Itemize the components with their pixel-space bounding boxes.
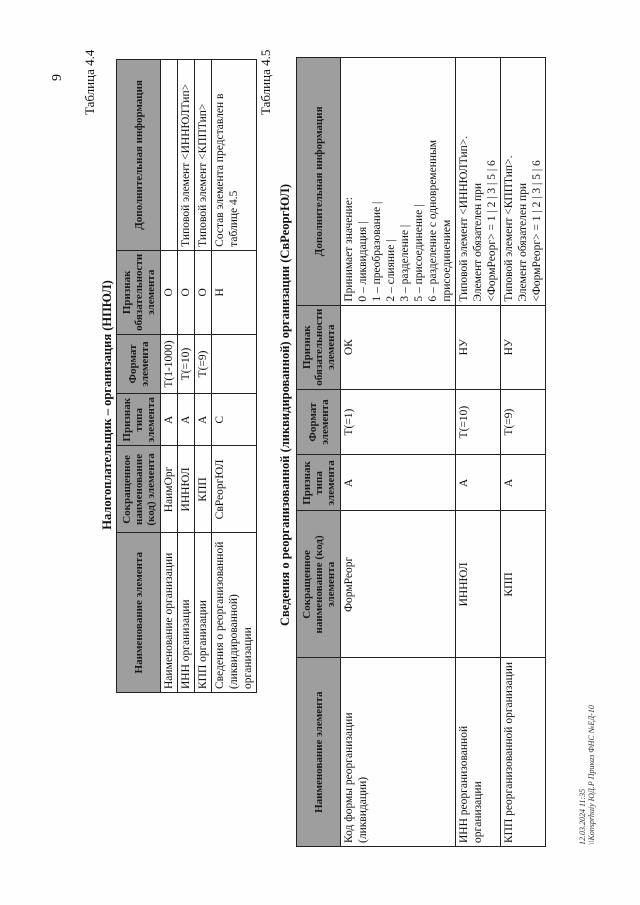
cell-format: T(=9) [501, 389, 546, 455]
cell-format [212, 334, 257, 393]
cell-name: Наименование организации [161, 533, 178, 693]
cell-info [456, 58, 501, 306]
table-4-4 [116, 59, 257, 693]
table-row [178, 60, 195, 693]
info-line: <ФормРеорг> = 1 | 2 | 3 | 5 | 6 [486, 160, 498, 302]
info-line: 1 – преобразование | [371, 201, 383, 302]
cell-code: КПП [195, 446, 212, 533]
header-name: Наименование элемента [117, 533, 161, 693]
table-row [195, 60, 212, 693]
header-type: Признак типа элемента [297, 455, 341, 511]
cell-format: T(=10) [456, 389, 501, 455]
cell-required: ОК [341, 305, 456, 389]
header-required: Признак обязательности элемента [297, 305, 341, 389]
cell-info: Типовой элемент <ИННЮЛТип> [178, 60, 195, 251]
page-number: 9 [50, 74, 65, 81]
table-row [161, 60, 178, 693]
table-row [212, 60, 257, 693]
cell-required: О [161, 250, 178, 334]
header-code: Сокращенное наименование (код) элемента [117, 446, 161, 533]
table-row [456, 58, 501, 847]
cell-code: ФормРеорг [341, 511, 456, 658]
cell-name: ИНН реорганизованной организации [456, 658, 501, 847]
print-footer [578, 705, 596, 845]
cell-type: А [456, 455, 501, 511]
cell-name: ИНН организации [178, 533, 195, 693]
table-header-row [297, 58, 341, 847]
info-line: Принимает значение: [343, 196, 355, 302]
cell-type: А [161, 394, 178, 446]
info-line: Типовой элемент <ИННЮЛТип>. [458, 135, 470, 302]
cell-code: НаимОрг [161, 446, 178, 533]
table-4-5 [296, 57, 546, 847]
cell-info [341, 58, 456, 306]
table-4-5-title: Сведения о реорганизованной (ликвидированной) организации (СвРеоргЮЛ) [278, 184, 292, 626]
info-line: 6 – разделение с одновременным присоединением [427, 139, 453, 302]
cell-code: ИННЮЛ [456, 511, 501, 658]
cell-required: Н [212, 250, 257, 334]
info-line: Элемент обязателен при [472, 182, 484, 302]
cell-name: КПП реорганизованной организации [501, 658, 546, 847]
header-type: Признак типа элемента [117, 394, 161, 446]
header-info: Дополнительная информация [297, 58, 341, 306]
cell-code: ИННЮЛ [178, 446, 195, 533]
footer-timestamp: 12.03.2024 11:35 [578, 788, 587, 845]
cell-required: НУ [501, 305, 546, 389]
cell-required: НУ [456, 305, 501, 389]
info-line: Элемент обязателен при [517, 182, 529, 302]
cell-type: С [212, 394, 257, 446]
table-header-row [117, 60, 161, 693]
cell-code: КПП [501, 511, 546, 658]
cell-info: Состав элемента представлен в таблице 4.5 [212, 60, 257, 251]
cell-code: СвРеоргЮЛ [212, 446, 257, 533]
cell-type: А [178, 394, 195, 446]
table-4-5-label: Таблица 4.5 [258, 49, 273, 115]
cell-required: О [195, 250, 212, 334]
info-line: 0 – ликвидация | [357, 221, 369, 302]
cell-type: А [341, 455, 456, 511]
cell-info [161, 60, 178, 251]
cell-name: КПП организации [195, 533, 212, 693]
table-row [501, 58, 546, 847]
cell-name: Сведения о реорганизованной (ликвидированной) организации [212, 533, 257, 693]
cell-format: T(=9) [195, 334, 212, 393]
table-4-4-label: Таблица 4.4 [82, 49, 97, 115]
cell-type: А [501, 455, 546, 511]
header-required: Признак обязательности элемента [117, 250, 161, 334]
header-info: Дополнительная информация [117, 60, 161, 251]
table-4-4-title: Налогоплательщик – организация (НПЮЛ) [100, 280, 114, 530]
footer-path: \\Konsprhuiy ЮД.Р Приказ ФНС №ЕД-10 [587, 705, 596, 845]
header-format: Формат элемента [297, 389, 341, 455]
cell-info: Типовой элемент <КППТип> [195, 60, 212, 251]
info-line: 2 – слияние | [385, 239, 397, 302]
header-name: Наименование элемента [297, 658, 341, 847]
cell-format: T(=10) [178, 334, 195, 393]
header-format: Формат элемента [117, 334, 161, 393]
cell-required: О [178, 250, 195, 334]
header-code: Сокращенное наименование (код) элемента [297, 511, 341, 658]
cell-format: T(1-1000) [161, 334, 178, 393]
info-line: 3 – разделение | [399, 224, 411, 302]
cell-info [501, 58, 546, 306]
cell-name: Код формы реорганизации (ликвидации) [341, 658, 456, 847]
info-line: Типовой элемент <КППТип>. [503, 155, 515, 302]
cell-format: T(=1) [341, 389, 456, 455]
info-line: <ФормРеорг> = 1 | 2 | 3 | 5 | 6 [531, 160, 543, 302]
info-line: 5 – присоединение | [413, 204, 425, 302]
table-row [341, 58, 456, 847]
cell-type: А [195, 394, 212, 446]
